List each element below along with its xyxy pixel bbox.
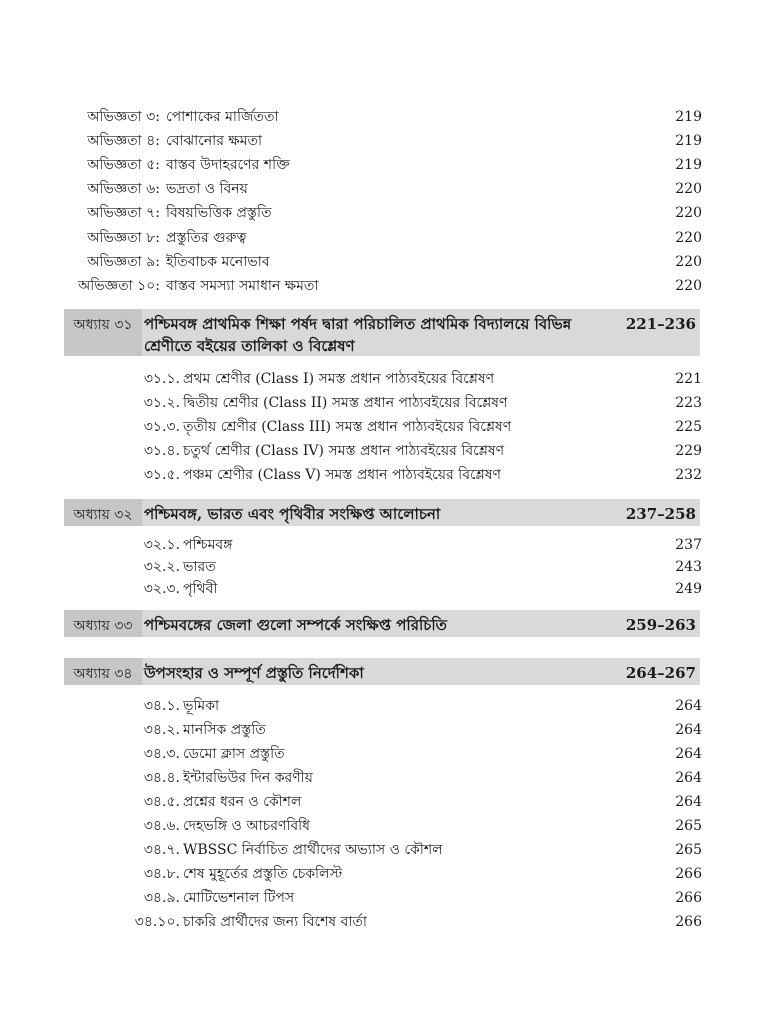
entry-number: ৩৪.৯. (143, 890, 180, 906)
toc-entry (0, 694, 765, 718)
entry-page: 266 (675, 890, 702, 906)
entry-title: প্রস্তুতির গুরুত্ব (166, 230, 247, 246)
entry-page: 225 (675, 419, 702, 435)
toc-entry (0, 577, 765, 601)
entry-title: পশ্চিমবঙ্গ (183, 537, 233, 553)
entry-page: 220 (675, 254, 702, 270)
toc-entry (0, 439, 765, 463)
entry-number: অভিজ্ঞতা ৯: (87, 254, 160, 270)
entry-page: 243 (675, 559, 702, 575)
entry-number: অভিজ্ঞতা ৩: (87, 109, 160, 125)
entry-title: পোশাকের মার্জিততা (166, 109, 279, 125)
entry-title: বাস্তব সমস্যা সমাধান ক্ষমতা (166, 278, 319, 294)
entry-number: অভিজ্ঞতা ১০: (78, 278, 160, 294)
chapter-page-range: 237–258 (625, 505, 696, 523)
entry-page: 221 (675, 371, 702, 387)
toc-entry (0, 790, 765, 814)
entry-page: 229 (675, 443, 702, 459)
entry-number: ৩১.৩. (143, 419, 180, 435)
entry-page: 266 (675, 866, 702, 882)
toc-entry (0, 226, 765, 250)
toc-entry (0, 274, 765, 298)
entry-title: পঞ্চম শ্রেণীর (Class V) সমস্ত প্রধান পাঠ্যবইয়ের বিশ্লেষণ (183, 467, 501, 483)
entry-title: ভারত (183, 559, 216, 575)
entry-number: ৩৪.৭. (143, 842, 180, 858)
entry-number: ৩৪.১০. (134, 914, 180, 930)
entry-number: ৩৪.৮. (143, 866, 180, 882)
entry-title: ইন্টারভিউর দিন করণীয় (183, 770, 313, 786)
toc-entry (0, 415, 765, 439)
entry-title: প্রশ্নের ধরন ও কৌশল (183, 794, 302, 810)
chapter-page-range: 221–236 (625, 315, 696, 333)
entry-title: মোটিভেশনাল টিপস (183, 890, 295, 906)
chapter-page-range: 264–267 (625, 664, 696, 682)
entry-title: প্রথম শ্রেণীর (Class I) সমস্ত প্রধান পাঠ্যবইয়ের বিশ্লেষণ (183, 371, 495, 387)
entry-number: অভিজ্ঞতা ৬: (87, 181, 160, 197)
entry-page: 220 (675, 181, 702, 197)
toc-entry (0, 533, 765, 557)
entry-title: দ্বিতীয় শ্রেণীর (Class II) সমস্ত প্রধান পাঠ্যবইয়ের বিশ্লেষণ (183, 395, 508, 411)
entry-number: ৩৪.৪. (143, 770, 180, 786)
entry-page: 232 (675, 467, 702, 483)
chapter-label: অধ্যায় ৩৪ (64, 658, 142, 685)
entry-page: 264 (675, 746, 702, 762)
chapter-title: পশ্চিমবঙ্গের জেলা গুলো সম্পর্কে সংক্ষিপ্ত পরিচিতি (144, 616, 447, 634)
toc-entry (0, 153, 765, 177)
entry-number: ৩১.৪. (143, 443, 180, 459)
toc-entry (0, 201, 765, 225)
entry-page: 265 (675, 842, 702, 858)
toc-entry (0, 910, 765, 934)
chapter-header-34 (64, 658, 700, 685)
chapter-label: অধ্যায় ৩২ (64, 499, 142, 526)
chapter-page-range: 259–263 (625, 616, 696, 634)
entry-title: ডেমো ক্লাস প্রস্তুতি (183, 746, 285, 762)
toc-entry (0, 742, 765, 766)
entry-title: বাস্তব উদাহরণের শক্তি (166, 157, 290, 173)
entry-number: অভিজ্ঞতা ৭: (87, 205, 160, 221)
entry-page: 264 (675, 722, 702, 738)
entry-page: 266 (675, 914, 702, 930)
toc-entry (0, 250, 765, 274)
entry-title: মানসিক প্রস্তুতি (183, 722, 266, 738)
entry-number: ৩৪.১. (143, 698, 180, 714)
entry-title: WBSSC নির্বাচিত প্রার্থীদের অভ্যাস ও কৌশল (183, 842, 443, 858)
entry-number: অভিজ্ঞতা ৮: (87, 230, 160, 246)
toc-entry (0, 718, 765, 742)
chapter-header-31 (64, 309, 700, 356)
entry-page: 265 (675, 818, 702, 834)
entry-page: 220 (675, 230, 702, 246)
chapter-header-32 (64, 499, 700, 526)
toc-entry (0, 886, 765, 910)
entry-number: ৩৪.২. (143, 722, 180, 738)
chapter-label: অধ্যায় ৩১ (64, 309, 142, 356)
entry-title: চতুর্থ শ্রেণীর (Class IV) সমস্ত প্রধান পাঠ্যবইয়ের বিশ্লেষণ (183, 443, 505, 459)
entry-page: 220 (675, 278, 702, 294)
chapter-title: পশ্চিমবঙ্গ প্রাথমিক শিক্ষা পর্ষদ দ্বারা পরিচালিত প্রাথমিক বিদ্যালয়ে বিভিন্ন শ্রেণীতে বইয়ের তালিকা ও বিশ্লেষণ (144, 315, 572, 355)
toc-entry (0, 463, 765, 487)
entry-title: ভদ্রতা ও বিনয় (166, 181, 248, 197)
chapter-title: উপসংহার ও সম্পূর্ণ প্রস্তুতি নির্দেশিকা (144, 664, 364, 682)
entry-page: 264 (675, 698, 702, 714)
entry-page: 219 (675, 157, 702, 173)
toc-entry (0, 105, 765, 129)
toc-entry (0, 838, 765, 862)
entry-number: ৩১.২. (143, 395, 180, 411)
entry-number: ৩২.১. (143, 537, 180, 553)
entry-page: 219 (675, 133, 702, 149)
toc-entry (0, 177, 765, 201)
entry-number: ৩২.৩. (143, 581, 180, 597)
entry-title: দেহভঙ্গি ও আচরণবিধি (183, 818, 311, 834)
entry-number: অভিজ্ঞতা ৪: (87, 133, 160, 149)
chapter-title: পশ্চিমবঙ্গ, ভারত এবং পৃথিবীর সংক্ষিপ্ত আলোচনা (144, 505, 441, 523)
entry-number: ৩৪.৬. (143, 818, 180, 834)
entry-title: ইতিবাচক মনোভাব (166, 254, 270, 270)
toc-entry (0, 862, 765, 886)
entry-title: পৃথিবী (183, 581, 218, 597)
entry-number: ৩২.২. (143, 559, 180, 575)
toc-entry (0, 391, 765, 415)
toc-entry (0, 367, 765, 391)
toc-entry (0, 814, 765, 838)
chapter-label: অধ্যায় ৩৩ (64, 610, 142, 637)
toc-entry (0, 555, 765, 579)
entry-title: ভূমিকা (183, 698, 220, 714)
entry-page: 220 (675, 205, 702, 221)
entry-page: 219 (675, 109, 702, 125)
entry-number: অভিজ্ঞতা ৫: (87, 157, 160, 173)
chapter-header-33 (64, 610, 700, 637)
entry-page: 264 (675, 770, 702, 786)
entry-number: ৩৪.৩. (143, 746, 180, 762)
entry-title: বিষয়ভিত্তিক প্রস্তুতি (166, 205, 272, 221)
entry-page: 223 (675, 395, 702, 411)
entry-page: 249 (675, 581, 702, 597)
entry-page: 264 (675, 794, 702, 810)
toc-entry (0, 129, 765, 153)
entry-title: তৃতীয় শ্রেণীর (Class III) সমস্ত প্রধান পাঠ্যবইয়ের বিশ্লেষণ (183, 419, 512, 435)
entry-title: শেষ মুহূর্তের প্রস্তুতি চেকলিস্ট (183, 866, 343, 882)
entry-title: বোঝানোর ক্ষমতা (166, 133, 263, 149)
toc-entry (0, 766, 765, 790)
entry-number: ৩৪.৫. (143, 794, 180, 810)
entry-number: ৩১.১. (143, 371, 180, 387)
entry-page: 237 (675, 537, 702, 553)
entry-number: ৩১.৫. (143, 467, 180, 483)
entry-title: চাকরি প্রার্থীদের জন্য বিশেষ বার্তা (183, 914, 367, 930)
